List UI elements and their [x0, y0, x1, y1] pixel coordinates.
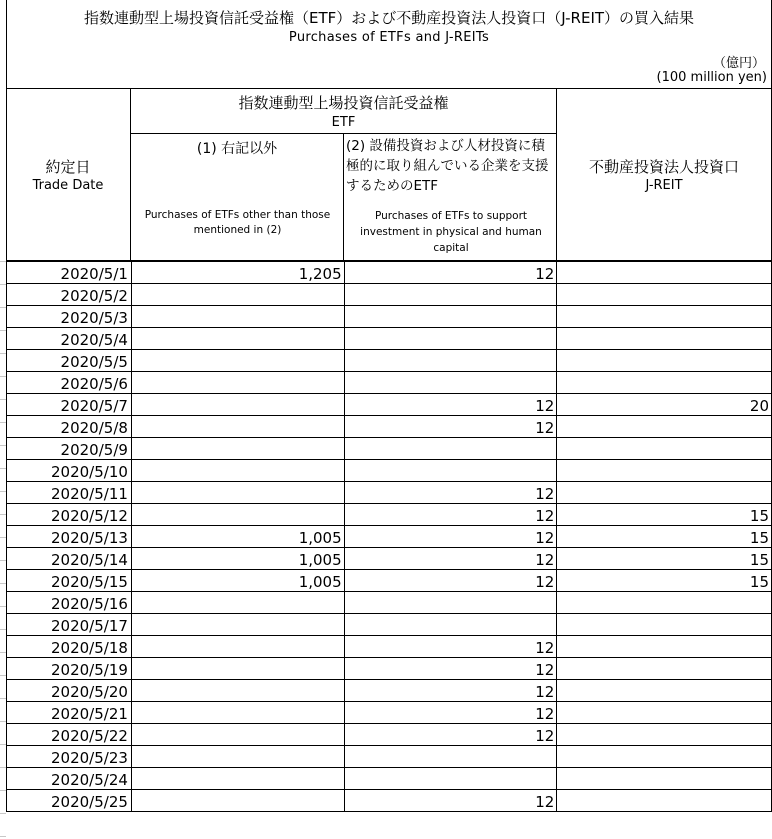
cell-etf-capital: 12: [344, 680, 557, 702]
cell-etf-capital: 12: [344, 526, 557, 548]
cell-jreit: [557, 746, 772, 768]
purchases-table: [6, 261, 772, 812]
margin-gridline: [0, 468, 6, 469]
table-row: [7, 262, 772, 284]
cell-jreit: [557, 768, 772, 790]
table-row: [7, 592, 772, 614]
cell-etf-other: [131, 724, 344, 746]
cell-etf-capital: 12: [344, 636, 557, 658]
table-row: [7, 636, 772, 658]
cell-trade-date: 2020/5/6: [7, 372, 132, 394]
table-row: [7, 570, 772, 592]
margin-gridline: [0, 399, 6, 400]
cell-etf-capital: 12: [344, 548, 557, 570]
table-row: [7, 306, 772, 328]
margin-gridline: [0, 537, 6, 538]
cell-jreit: [557, 350, 772, 372]
table-row: [7, 614, 772, 636]
cell-trade-date: 2020/5/25: [7, 790, 132, 812]
margin-gridline: [0, 376, 6, 377]
table-row: [7, 482, 772, 504]
table-row: [7, 702, 772, 724]
cell-jreit: [557, 658, 772, 680]
cell-trade-date: 2020/5/14: [7, 548, 132, 570]
table-row: [7, 438, 772, 460]
header-col1-ja: (1) 右記以外: [196, 141, 278, 157]
cell-etf-other: [131, 482, 344, 504]
cell-etf-other: [131, 592, 344, 614]
margin-gridline: [0, 836, 6, 837]
cell-trade-date: 2020/5/9: [7, 438, 132, 460]
cell-etf-capital: [344, 350, 557, 372]
cell-jreit: [557, 460, 772, 482]
cell-etf-other: [131, 636, 344, 658]
cell-etf-capital: [344, 284, 557, 306]
table-row: [7, 724, 772, 746]
cell-etf-capital: [344, 592, 557, 614]
cell-trade-date: 2020/5/3: [7, 306, 132, 328]
table-row: [7, 680, 772, 702]
cell-etf-other: [131, 790, 344, 812]
table-row: [7, 526, 772, 548]
cell-etf-capital: 12: [344, 724, 557, 746]
cell-etf-other: [131, 438, 344, 460]
cell-trade-date: 2020/5/5: [7, 350, 132, 372]
cell-etf-other: [131, 768, 344, 790]
cell-jreit: 15: [557, 548, 772, 570]
cell-etf-capital: 12: [344, 658, 557, 680]
cell-etf-other: [131, 504, 344, 526]
cell-jreit: [557, 438, 772, 460]
header-jreit-en: J-REIT: [645, 178, 683, 193]
cell-etf-capital: 12: [344, 570, 557, 592]
table-row: [7, 746, 772, 768]
title-japanese: 指数連動型上場投資信託受益権（ETF）および不動産投資法人投資口（J-REIT）の買入結果: [83, 9, 695, 27]
header-trade-date-en: Trade Date: [32, 178, 104, 193]
cell-etf-other: 1,005: [131, 570, 344, 592]
cell-etf-capital: [344, 306, 557, 328]
margin-gridline: [0, 261, 6, 262]
cell-etf-other: [131, 350, 344, 372]
cell-trade-date: 2020/5/7: [7, 394, 132, 416]
header-jreit-ja: 不動産投資法人投資口: [588, 158, 739, 176]
cell-trade-date: 2020/5/16: [7, 592, 132, 614]
table-row: [7, 284, 772, 306]
cell-jreit: [557, 790, 772, 812]
table-row: [7, 504, 772, 526]
cell-jreit: [557, 284, 772, 306]
cell-etf-other: 1,205: [131, 262, 344, 284]
cell-etf-other: [131, 702, 344, 724]
margin-gridline: [0, 284, 6, 285]
table-row: [7, 372, 772, 394]
cell-etf-other: [131, 372, 344, 394]
margin-gridline: [0, 307, 6, 308]
table-row: [7, 790, 772, 812]
cell-jreit: [557, 592, 772, 614]
cell-etf-other: [131, 460, 344, 482]
cell-jreit: [557, 372, 772, 394]
margin-gridline: [0, 813, 6, 814]
cell-trade-date: 2020/5/15: [7, 570, 132, 592]
cell-jreit: 15: [557, 526, 772, 548]
header-etf-group-en: ETF: [331, 115, 356, 130]
unit-label-japanese: （億円）: [712, 56, 765, 71]
margin-gridline: [0, 675, 6, 676]
margin-gridline: [0, 744, 6, 745]
table-row: [7, 394, 772, 416]
cell-trade-date: 2020/5/12: [7, 504, 132, 526]
margin-gridline: [0, 514, 6, 515]
cell-trade-date: 2020/5/23: [7, 746, 132, 768]
cell-trade-date: 2020/5/10: [7, 460, 132, 482]
cell-jreit: [557, 636, 772, 658]
cell-jreit: [557, 482, 772, 504]
cell-etf-capital: 12: [344, 504, 557, 526]
cell-jreit: [557, 724, 772, 746]
cell-trade-date: 2020/5/13: [7, 526, 132, 548]
cell-trade-date: 2020/5/17: [7, 614, 132, 636]
cell-etf-other: [131, 284, 344, 306]
cell-trade-date: 2020/5/24: [7, 768, 132, 790]
cell-etf-capital: 12: [344, 262, 557, 284]
cell-etf-capital: [344, 768, 557, 790]
margin-gridline: [0, 721, 6, 722]
cell-etf-other: 1,005: [131, 548, 344, 570]
cell-etf-capital: 12: [344, 482, 557, 504]
margin-gridline: [0, 422, 6, 423]
margin-gridline: [0, 330, 6, 331]
cell-jreit: [557, 614, 772, 636]
cell-jreit: [557, 680, 772, 702]
unit-label-english: (100 million yen): [656, 70, 767, 85]
margin-gridline: [0, 606, 6, 607]
cell-etf-capital: [344, 746, 557, 768]
header-trade-date-ja: 約定日: [45, 158, 91, 176]
margin-gridline: [0, 652, 6, 653]
cell-etf-other: [131, 416, 344, 438]
cell-etf-capital: 12: [344, 394, 557, 416]
cell-etf-other: [131, 614, 344, 636]
title-english: Purchases of ETFs and J-REITs: [288, 30, 490, 45]
cell-etf-other: [131, 746, 344, 768]
header-col1-en: Purchases of ETFs other than those mentioned in (2): [144, 209, 331, 236]
cell-etf-other: [131, 328, 344, 350]
cell-trade-date: 2020/5/2: [7, 284, 132, 306]
margin-gridline: [0, 629, 6, 630]
margin-gridline: [0, 698, 6, 699]
margin-gridline: [0, 445, 6, 446]
cell-trade-date: 2020/5/4: [7, 328, 132, 350]
cell-trade-date: 2020/5/18: [7, 636, 132, 658]
cell-jreit: [557, 416, 772, 438]
cell-jreit: 15: [557, 570, 772, 592]
cell-jreit: 15: [557, 504, 772, 526]
cell-etf-capital: 12: [344, 790, 557, 812]
cell-jreit: 20: [557, 394, 772, 416]
cell-jreit: [557, 306, 772, 328]
table-row: [7, 328, 772, 350]
table-row: [7, 768, 772, 790]
margin-gridline: [0, 560, 6, 561]
margin-gridline: [0, 583, 6, 584]
cell-trade-date: 2020/5/21: [7, 702, 132, 724]
cell-etf-other: 1,005: [131, 526, 344, 548]
cell-etf-capital: [344, 460, 557, 482]
margin-gridline: [0, 491, 6, 492]
table-row: [7, 350, 772, 372]
table-row: [7, 416, 772, 438]
cell-etf-other: [131, 306, 344, 328]
margin-gridline: [0, 767, 6, 768]
table-row: [7, 658, 772, 680]
table-row: [7, 460, 772, 482]
table-header: [6, 88, 772, 261]
cell-etf-capital: 12: [344, 702, 557, 724]
table-row: [7, 548, 772, 570]
cell-etf-other: [131, 394, 344, 416]
cell-etf-other: [131, 680, 344, 702]
margin-gridline: [0, 353, 6, 354]
cell-etf-capital: [344, 328, 557, 350]
cell-trade-date: 2020/5/8: [7, 416, 132, 438]
cell-trade-date: 2020/5/22: [7, 724, 132, 746]
cell-trade-date: 2020/5/1: [7, 262, 132, 284]
header-col2-en: Purchases of ETFs to support investment in physical and human capital: [360, 210, 542, 254]
cell-jreit: [557, 328, 772, 350]
header-etf-group-ja: 指数連動型上場投資信託受益権: [238, 94, 449, 112]
header-col2-ja: (2) 設備投資および人材投資に積極的に取り組んでいる企業を支援するためのETF: [346, 138, 549, 194]
cell-etf-other: [131, 658, 344, 680]
cell-etf-capital: [344, 614, 557, 636]
margin-gridline: [0, 790, 6, 791]
cell-jreit: [557, 702, 772, 724]
title-block: [6, 0, 772, 88]
cell-etf-capital: 12: [344, 416, 557, 438]
cell-etf-capital: [344, 372, 557, 394]
cell-trade-date: 2020/5/19: [7, 658, 132, 680]
cell-trade-date: 2020/5/11: [7, 482, 132, 504]
cell-jreit: [557, 262, 772, 284]
cell-etf-capital: [344, 438, 557, 460]
cell-trade-date: 2020/5/20: [7, 680, 132, 702]
